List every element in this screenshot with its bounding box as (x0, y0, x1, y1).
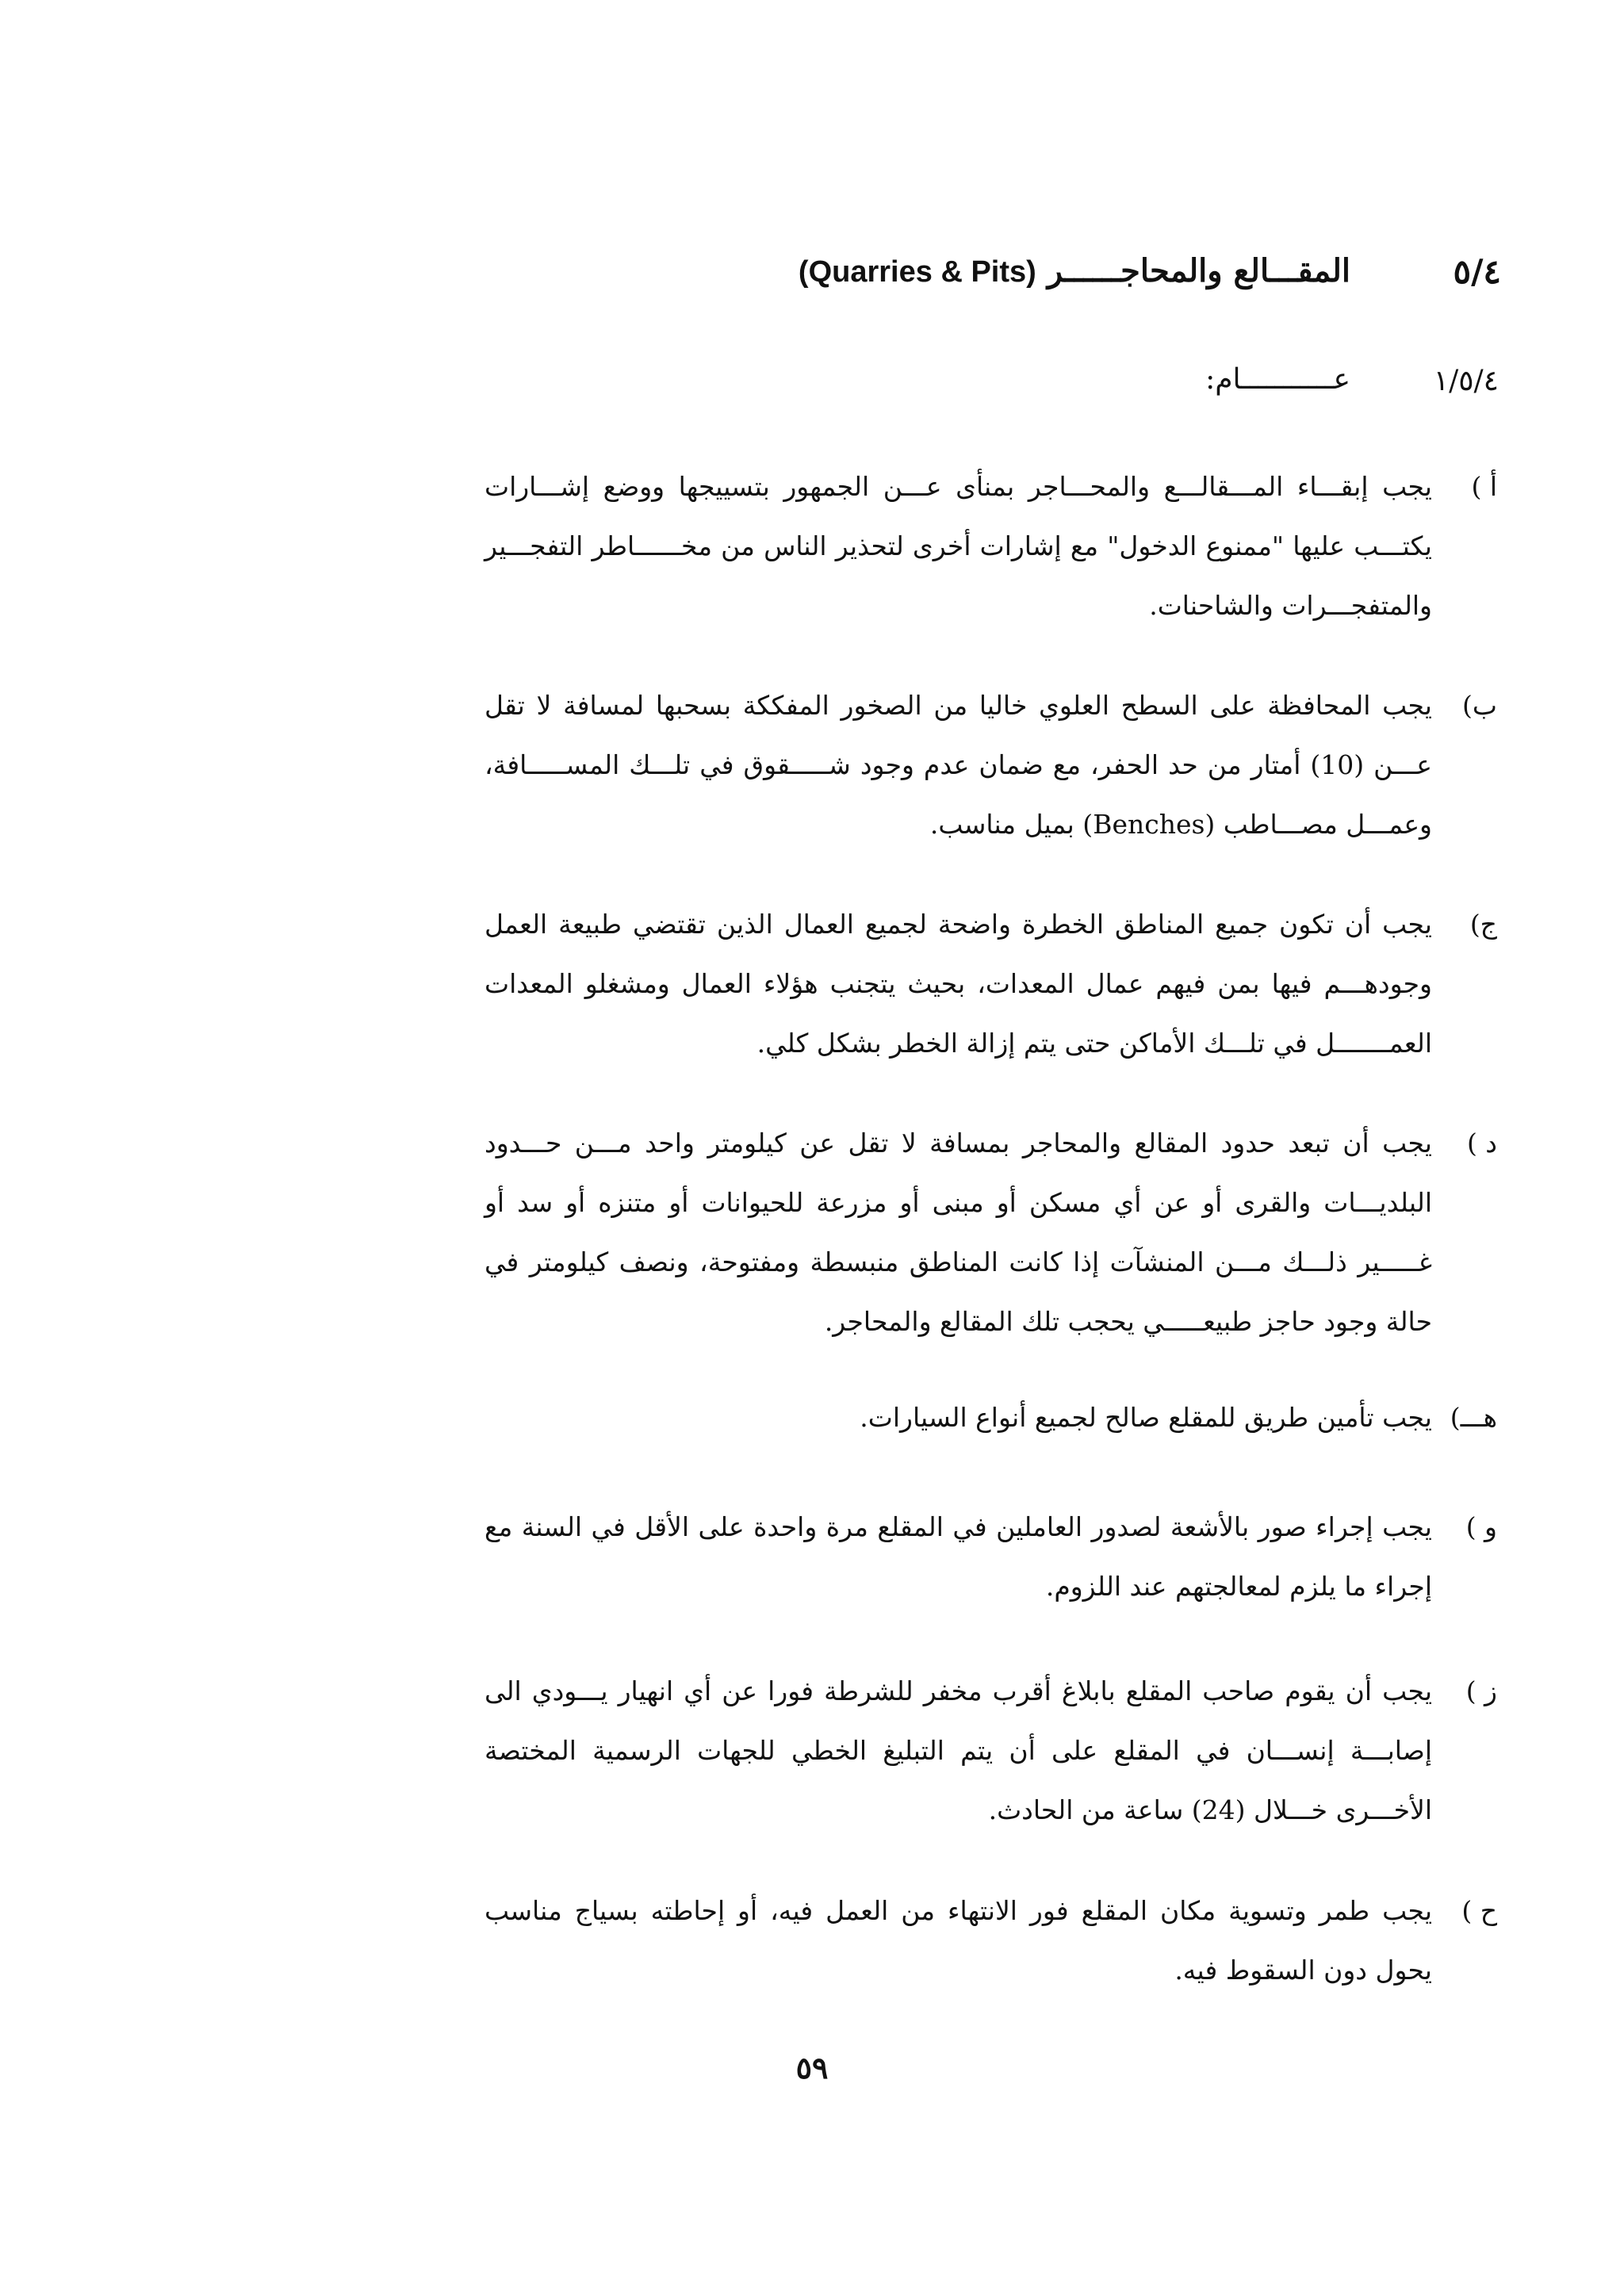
section-title (799, 252, 1350, 289)
clause-letter-a: أ ) (1471, 471, 1497, 502)
clause-letter-d: د ) (1466, 1128, 1497, 1158)
clause-letter-f: و ) (1465, 1511, 1497, 1542)
subsection-title: عـــــــــــام: (1205, 363, 1350, 396)
clause-letter-g: ز ) (1465, 1676, 1497, 1706)
clause-text-e: يجب تأمين طريق للمقلع صالح لجميع أنواع السيارات. (860, 1402, 1432, 1433)
clause-text-h: يجب طمر وتسوية مكان المقلع فور الانتهاء من العمل فيه، أو إحاطته بسياج مناسب يحول دون السقوط فيه. (485, 1895, 1432, 1986)
page-number: ٥٩ (795, 2050, 829, 2085)
clause-letter-c: ج) (1469, 909, 1497, 940)
subsection-number: ١/٥/٤ (1433, 365, 1499, 397)
clause-text-f: يجب إجراء صور بالأشعة لصدور العاملين في المقلع مرة واحدة على الأقل في السنة مع إجراء ما يلزم لمعالجتهم عند اللزوم. (485, 1511, 1432, 1602)
clause-text-c: يجب أن تكون جميع المناطق الخطرة واضحة لجميع العمال الذين تقتضي طبيعة العمل وجودهـــم فيها بمن فيهم عمال المعدات، بحيث يتجنب هؤلاء العمال ومشغلو المعدات العمـــــــل في تلـــك الأماكن حتى يتم إزالة الخطر بشكل كلي. (485, 909, 1432, 1059)
section-number: ٥/٤ (1453, 252, 1501, 291)
clause-text-g: يجب أن يقوم صاحب المقلع بابلاغ أقرب مخفر للشرطة فورا عن أي انهيار يـــودي الى إصابـــة إنســـان في المقلع على أن يتم التبليغ الخطي للجهات الرسمية المختصة الأخـــرى خـــلال (24) ساعة من الحادث. (485, 1676, 1432, 1825)
section-title-english: (Quarries & Pits) (798, 255, 1036, 289)
clause-text-d: يجب أن تبعد حدود المقالع والمحاجر بمسافة لا تقل عن كيلومتر واحد مـــن حـــدود البلديـــات والقرى أو عن أي مسكن أو مبنى أو مزرعة للحيوانات أو متنزه أو سد أو غـــــير ذلـــك مـــن المنشآت إذا كانت المناطق منبسطة ومفتوحة، ونصف كيلومتر في حالة وجود حاجز طبيعـــــي يحجب تلك المقالع والمحاجر. (485, 1128, 1432, 1337)
clause-letter-b: ب) (1462, 690, 1497, 721)
clause-text-b: يجب المحافظة على السطح العلوي خاليا من الصخور المفككة بسحبها لمسافة لا تقل عـــن (10) أمتار من حد الحفر، مع ضمان عدم وجود شـــــقوق في تلـــك المســـــافة، وعمـــل مصـــاطب (Benches) بميل مناسب. (485, 690, 1432, 840)
clause-letter-h: ح ) (1461, 1895, 1497, 1926)
section-title-arabic: المقـــالع والمحاجــــــر (1047, 252, 1350, 289)
clause-letter-e: هـــ) (1450, 1402, 1497, 1433)
clause-text-a: يجب إبقـــاء المـــقالـــع والمحـــاجر بمنأى عـــن الجمهور بتسييجها ووضع إشـــارات يكتـــب عليها "ممنوع الدخول" مع إشارات أخرى لتحذير الناس من مخــــــاطر التفجـــير والمتفجـــرات والشاحنات. (485, 471, 1432, 621)
